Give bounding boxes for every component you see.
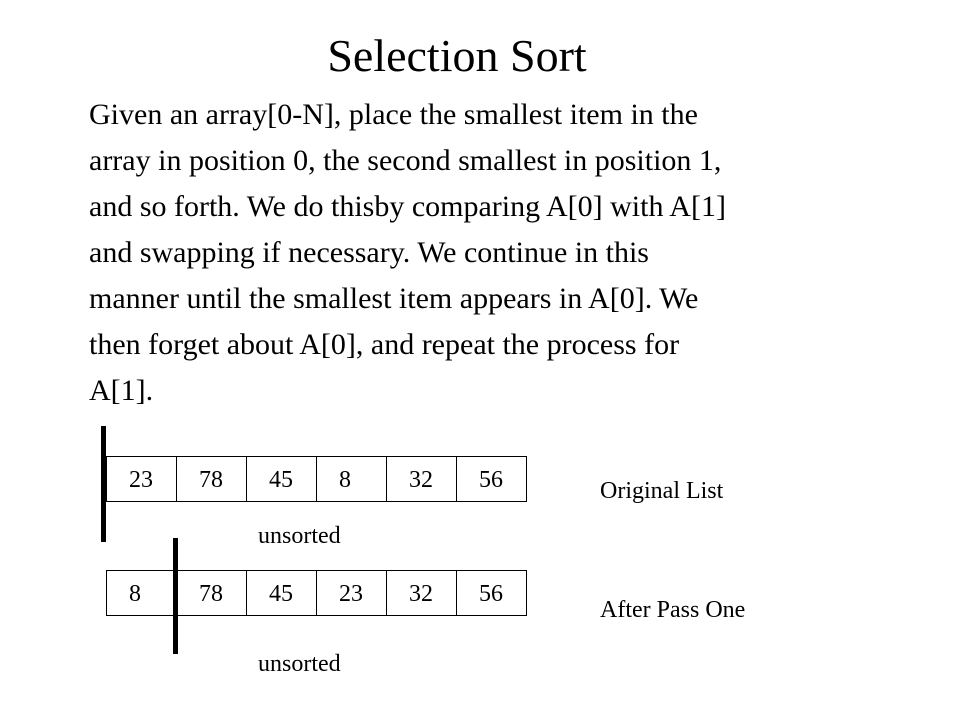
array-cell <box>246 570 317 616</box>
array-cell <box>386 456 457 502</box>
array-cell <box>316 456 387 502</box>
cell-value: 32 <box>409 467 433 493</box>
cell-value: 8 <box>339 467 351 493</box>
array-cell <box>176 570 247 616</box>
unsorted-label: unsorted <box>258 651 341 677</box>
cell-value: 23 <box>129 467 153 493</box>
sorted-boundary-marker <box>173 538 178 654</box>
after-pass-one-array <box>106 570 526 616</box>
array-cell <box>456 456 527 502</box>
paragraph-line: and swapping if necessary. We continue in this <box>89 236 649 269</box>
paragraph-line: then forget about A[0], and repeat the process for <box>89 328 680 361</box>
cell-value: 56 <box>479 581 503 607</box>
array-cell <box>176 456 247 502</box>
after-pass-one-label: After Pass One <box>600 597 746 623</box>
cell-value: 32 <box>409 581 433 607</box>
array-cell <box>106 456 177 502</box>
cell-value: 78 <box>199 581 223 607</box>
paragraph-line: Given an array[0-N], place the smallest item in the <box>89 98 698 131</box>
array-cell <box>386 570 457 616</box>
original-list-label: Original List <box>600 478 724 504</box>
slide-title: Selection Sort <box>327 30 587 81</box>
cell-value: 8 <box>129 581 141 607</box>
description-paragraph <box>89 92 726 414</box>
original-list-array <box>106 456 526 502</box>
array-cell <box>456 570 527 616</box>
cell-value: 45 <box>269 581 293 607</box>
sorted-boundary-marker <box>101 426 106 542</box>
paragraph-line: manner until the smallest item appears in A[0]. We <box>89 282 699 315</box>
cell-value: 56 <box>479 467 503 493</box>
paragraph-line: array in position 0, the second smallest in position 1, <box>89 144 722 177</box>
array-cell <box>106 570 177 616</box>
cell-value: 23 <box>339 581 363 607</box>
unsorted-label: unsorted <box>258 523 341 549</box>
cell-value: 45 <box>269 467 293 493</box>
paragraph-line: and so forth. We do thisby comparing A[0] with A[1] <box>89 190 726 223</box>
array-cell <box>316 570 387 616</box>
cell-value: 78 <box>199 467 223 493</box>
paragraph-line: A[1]. <box>89 374 154 407</box>
array-cell <box>246 456 317 502</box>
